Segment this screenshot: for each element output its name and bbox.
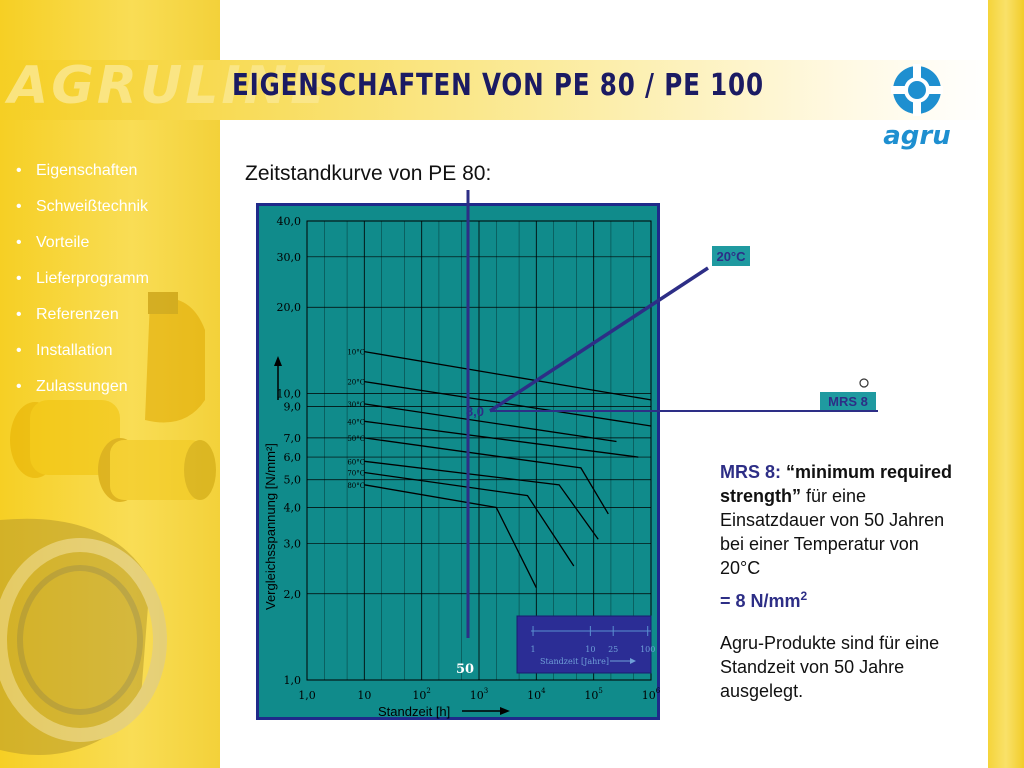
nav-item-label: Lieferprogramm bbox=[36, 270, 149, 287]
y-tick-label: 9,0 bbox=[283, 400, 301, 414]
nav-item-label: Referenzen bbox=[36, 306, 119, 323]
bullet: • bbox=[16, 234, 22, 251]
y-tick-label: 40,0 bbox=[276, 215, 301, 228]
bullet: • bbox=[16, 378, 22, 395]
chart-subtitle: Zeitstandkurve von PE 80: bbox=[245, 162, 492, 185]
x-tick-label: $10^5$ bbox=[584, 687, 603, 702]
y-tick-label: 2,0 bbox=[283, 587, 301, 601]
mrs-quote: “minimum required strength” bbox=[720, 462, 953, 506]
series-label: 70°C bbox=[347, 469, 366, 478]
watermark: AGRULINE bbox=[8, 56, 329, 116]
inset-tick-label: 10 bbox=[585, 645, 596, 654]
page-title: EIGENSCHAFTEN VON PE 80 / PE 100 bbox=[232, 68, 764, 103]
series-label: 80°C bbox=[347, 481, 366, 490]
y-tick-label: 7,0 bbox=[283, 431, 301, 445]
y-tick-label: 30,0 bbox=[276, 250, 301, 264]
agru-statement: Agru-Produkte sind für eine Standzeit von 50 Jahre ausgelegt. bbox=[720, 633, 940, 701]
series-label: 40°C bbox=[347, 418, 366, 427]
series-label: 20°C bbox=[347, 378, 366, 387]
temp-callout-label: 20°C bbox=[716, 249, 746, 264]
x-tick-exponent: 5 bbox=[598, 687, 603, 695]
inset-tick-label: 25 bbox=[608, 645, 619, 654]
spacer bbox=[720, 613, 960, 631]
x-tick-label: $10^6$ bbox=[641, 687, 661, 702]
marker-circle-icon bbox=[860, 379, 868, 387]
series-label: 50°C bbox=[347, 434, 366, 443]
mrs-definition bbox=[720, 460, 960, 580]
inset-axis-label: Standzeit [Jahre] bbox=[540, 657, 609, 666]
nav-item-label: Installation bbox=[36, 342, 113, 359]
x-axis-arrow-head bbox=[500, 707, 510, 715]
mrs-label: MRS 8: bbox=[720, 462, 782, 482]
series-line-1 bbox=[364, 382, 651, 426]
inset-axis bbox=[517, 616, 655, 673]
bullet: • bbox=[16, 270, 22, 287]
y-tick-label: 4,0 bbox=[283, 501, 301, 515]
nav-item-label: Eigenschaften bbox=[36, 162, 138, 179]
mrs-value bbox=[720, 584, 960, 613]
x-axis-label: Standzeit [h] bbox=[378, 704, 451, 719]
y-axis-arrow-head bbox=[274, 356, 282, 366]
x-tick-exponent: 4 bbox=[541, 687, 546, 695]
series-layer bbox=[347, 349, 651, 588]
y-tick-label: 6,0 bbox=[283, 451, 301, 465]
x-tick-label: $10^2$ bbox=[412, 687, 431, 702]
y-tick-label: 3,0 bbox=[283, 537, 301, 551]
series-line-5 bbox=[364, 461, 598, 539]
grid-layer bbox=[307, 221, 651, 680]
bullet: • bbox=[16, 306, 22, 323]
x-tick-exponent: 6 bbox=[655, 687, 661, 695]
x-tick-exponent: 2 bbox=[426, 687, 431, 695]
series-label: 30°C bbox=[347, 400, 366, 409]
y-tick-label: 1,0 bbox=[283, 674, 301, 687]
x-tick-label: $10^4$ bbox=[527, 687, 546, 702]
y-axis-label: Vergleichsspannung [N/mm²] bbox=[263, 443, 278, 610]
x-tick-label: 1,0 bbox=[298, 689, 316, 702]
mrs-value-sup: 2 bbox=[800, 589, 808, 603]
bullet: • bbox=[16, 198, 22, 215]
x-tick-label: 10 bbox=[357, 689, 372, 702]
fifty-year-label: 50 bbox=[455, 662, 475, 677]
y-tick-label: 20,0 bbox=[276, 301, 301, 315]
nav-item-label: Vorteile bbox=[36, 234, 90, 251]
series-line-0 bbox=[364, 352, 651, 400]
series-label: 60°C bbox=[347, 458, 366, 467]
bullet: • bbox=[16, 342, 22, 359]
mrs-callout-label: MRS 8 bbox=[828, 394, 868, 409]
x-tick-exponent: 3 bbox=[483, 687, 489, 695]
logo-text: agru bbox=[883, 121, 951, 151]
inset-tick-label: 1 bbox=[530, 645, 536, 654]
nav-item-label: Schweißtechnik bbox=[36, 198, 149, 215]
y-tick-label: 5,0 bbox=[283, 473, 301, 487]
y-tick-label: 10,0 bbox=[276, 387, 301, 401]
x-tick-label: $10^3$ bbox=[469, 687, 489, 702]
series-label: 10°C bbox=[347, 348, 366, 357]
pointer-line bbox=[490, 268, 708, 411]
mrs-info bbox=[720, 460, 960, 703]
mrs-text: für eine Einsatzdauer von 50 Jahren bei einer Temperatur von 20°C bbox=[720, 486, 945, 578]
nav-item-label: Zulassungen bbox=[36, 378, 128, 395]
mrs-value-text: = 8 N/mm bbox=[720, 591, 801, 611]
bullet: • bbox=[16, 162, 22, 179]
series-line-7 bbox=[364, 485, 536, 588]
mrs-value-label: 8,0 bbox=[465, 404, 484, 419]
inset-tick-label: 100 bbox=[640, 645, 656, 654]
